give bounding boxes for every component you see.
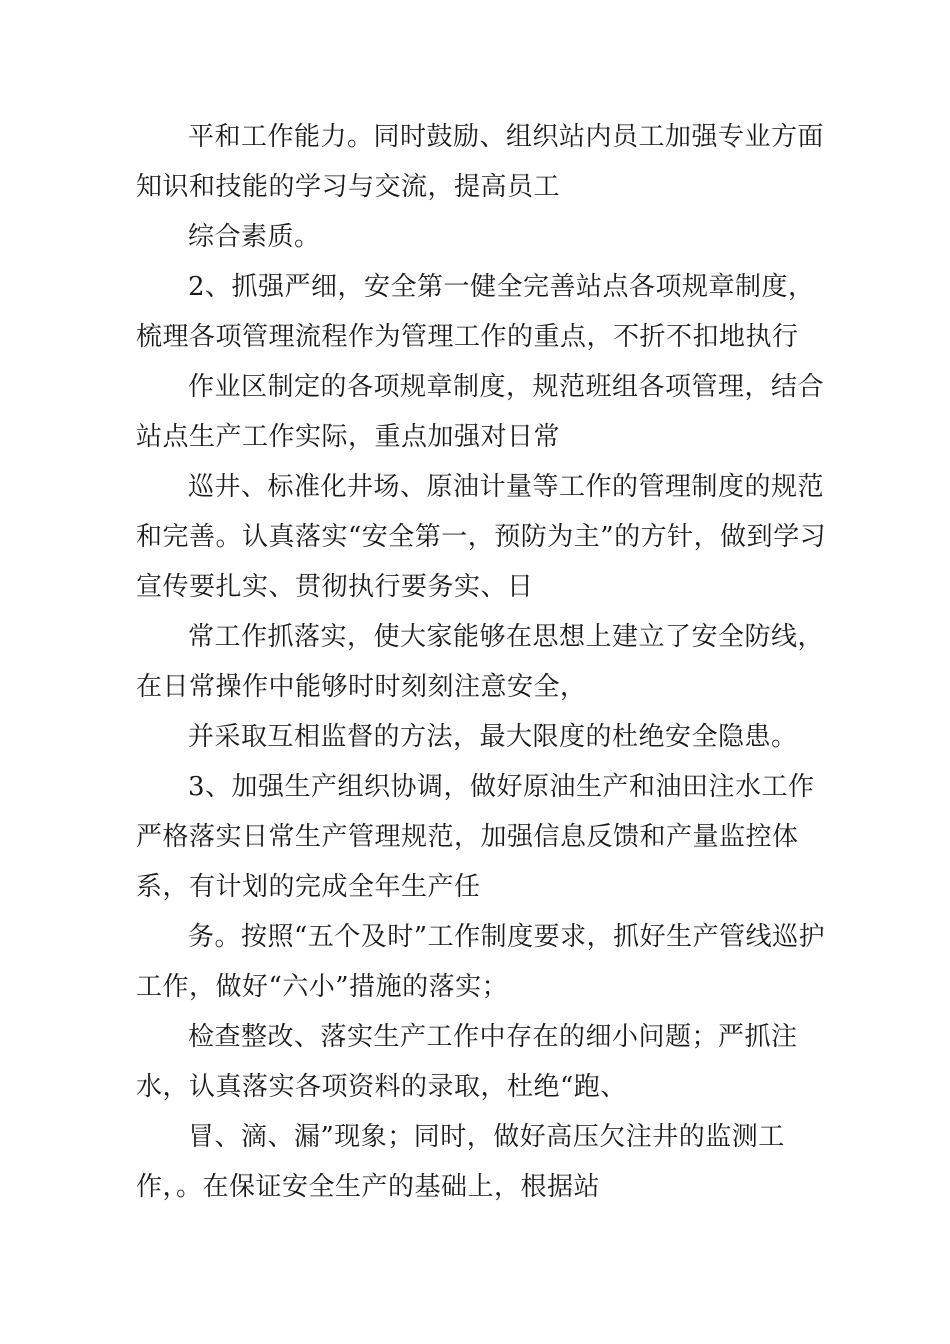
- paragraph: 并采取互相监督的方法，最大限度的杜绝安全隐患。: [188, 722, 798, 752]
- paragraph: 2、抓强严细，安全第一健全完善站点各项规章制度，梳理各项管理流程作为管理工作的重点，不折不扣地执行: [136, 272, 815, 352]
- paragraph: 巡井、标准化井场、原油计量等工作的管理制度的规范和完善。认真落实“安全第一，预防为主”的方针，做到学习宣传要扎实、贯彻执行要务实、日: [136, 472, 827, 602]
- paragraph: 检查整改、落实生产工作中存在的细小问题；严抓注水，认真落实各项资料的录取，杜绝“跑、: [136, 1022, 798, 1102]
- paragraph: 常工作抓落实，使大家能够在思想上建立了安全防线，在日常操作中能够时时刻刻注意安全，: [136, 622, 825, 702]
- document-body: [136, 112, 836, 1212]
- paragraph: 综合素质。: [188, 222, 321, 252]
- paragraph: 作业区制定的各项规章制度，规范班组各项管理，结合站点生产工作实际，重点加强对日常: [136, 372, 825, 452]
- paragraph: 3、加强生产组织协调，做好原油生产和油田注水工作严格落实日常生产管理规范，加强信息反馈和产量监控体系，有计划的完成全年生产任: [136, 772, 815, 902]
- paragraph: 务。按照“五个及时”工作制度要求，抓好生产管线巡护工作，做好“六小”措施的落实；: [136, 922, 826, 1002]
- paragraph: 平和工作能力。同时鼓励、组织站内员工加强专业方面知识和技能的学习与交流，提高员工: [136, 122, 825, 202]
- paragraph: 冒、滴、漏”现象；同时，做好高压欠注井的监测工作，。在保证安全生产的基础上，根据站: [136, 1122, 785, 1202]
